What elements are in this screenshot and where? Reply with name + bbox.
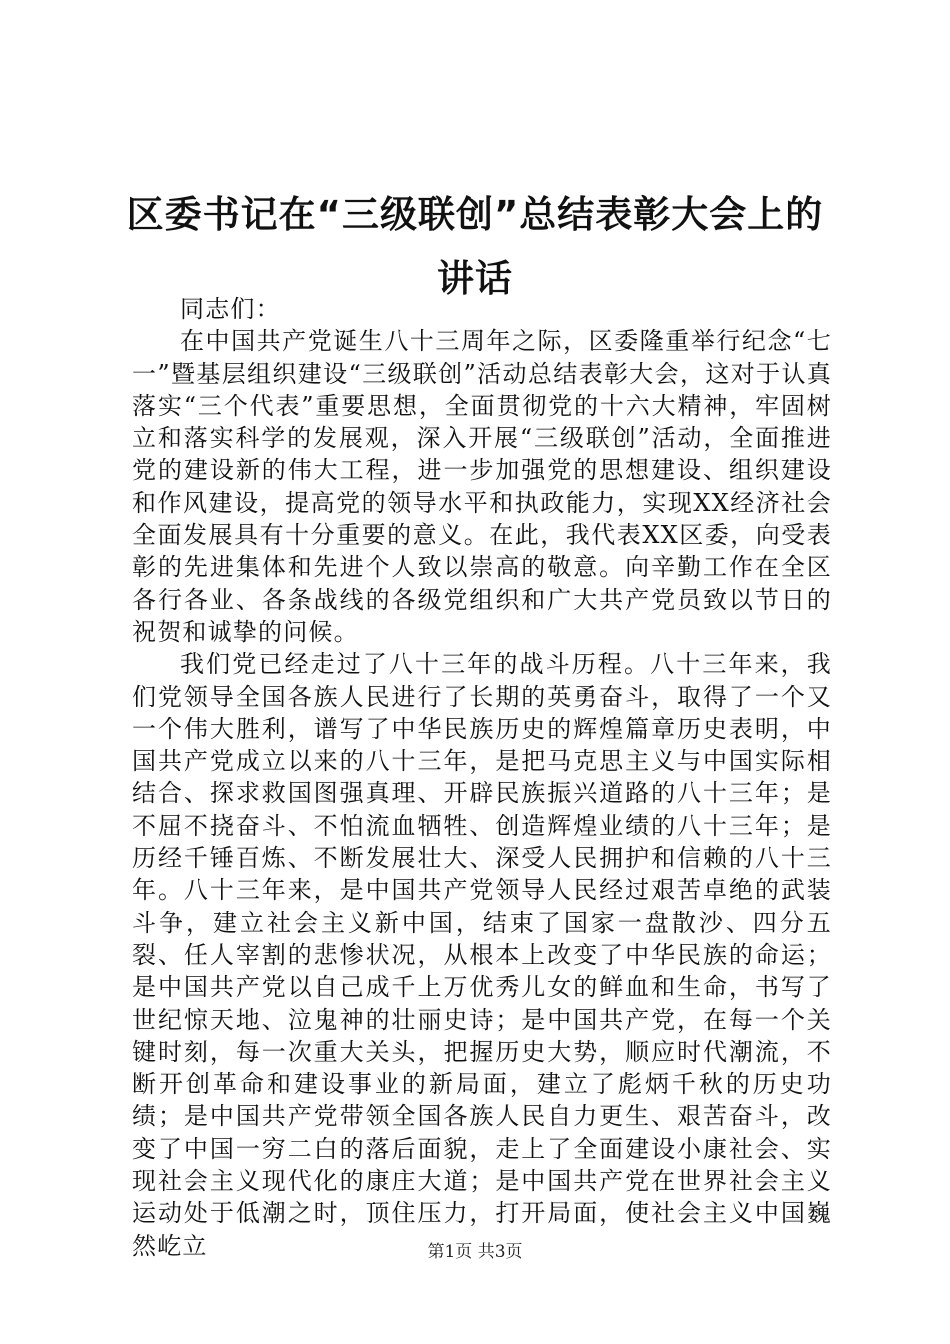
paragraph: 在中国共产党诞生八十三周年之际，区委隆重举行纪念“七一”暨基层组织建设“三级联创”活动总结表彰大会，这对于认真落实“三个代表”重要思想，全面贯彻党的十六大精神，牢固树立和落实科学的发展观，深入开展“三级联创”活动，全面推进党的建设新的伟大工程，进一步加强党的思想建设、组织建设和作风建设，提高党的领导水平和执政能力，实现XX经济社会全面发展具有十分重要的意义。在此，我代表XX区委，向受表彰的先进集体和先进个人致以崇高的敬意。向辛勤工作在全区各行各业、各条战线的各级党组织和广大共产党员致以节日的祝贺和诚挚的问候。 — [132, 327, 832, 646]
page-number-footer: 第1页 共3页 — [427, 1242, 523, 1262]
document-title: 区委书记在“三级联创”总结表彰大会上的讲话 — [126, 192, 824, 300]
salutation: 同志们： — [180, 295, 281, 323]
document-body — [132, 293, 832, 1262]
paragraph: 我们党已经走过了八十三年的战斗历程。八十三年来，我们党领导全国各族人民进行了长期的英勇奋斗，取得了一个又一个伟大胜利，谱写了中华民族历史的辉煌篇章历史表明，中国共产党成立以来的八十三年，是把马克思主义与中国实际相结合、探求救国图强真理、开辟民族振兴道路的八十三年；是不屈不挠奋斗、不怕流血牺牲、创造辉煌业绩的八十三年；是历经千锤百炼、不断发展壮大、深受人民拥护和信赖的八十三年。八十三年来，是中国共产党领导人民经过艰苦卓绝的武装斗争，建立社会主义新中国，结束了国家一盘散沙、四分五裂、任人宰割的悲惨状况，从根本上改变了中华民族的命运；是中国共产党以自己成千上万优秀儿女的鲜血和生命，书写了世纪惊天地、泣鬼神的壮丽史诗；是中国共产党，在每一个关键时刻，每一次重大关头，把握历史大势，顺应时代潮流，不断开创革命和建设事业的新局面，建立了彪炳千秋的历史功绩；是中国共产党带领全国各族人民自力更生、艰苦奋斗，改变了中国一穷二白的落后面貌，走上了全面建设小康社会、实现社会主义现代化的康庄大道；是中国共产党在世界社会主义运动处于低潮之时，顶住压力，打开局面，使社会主义中国巍然屹立 — [132, 650, 832, 1260]
